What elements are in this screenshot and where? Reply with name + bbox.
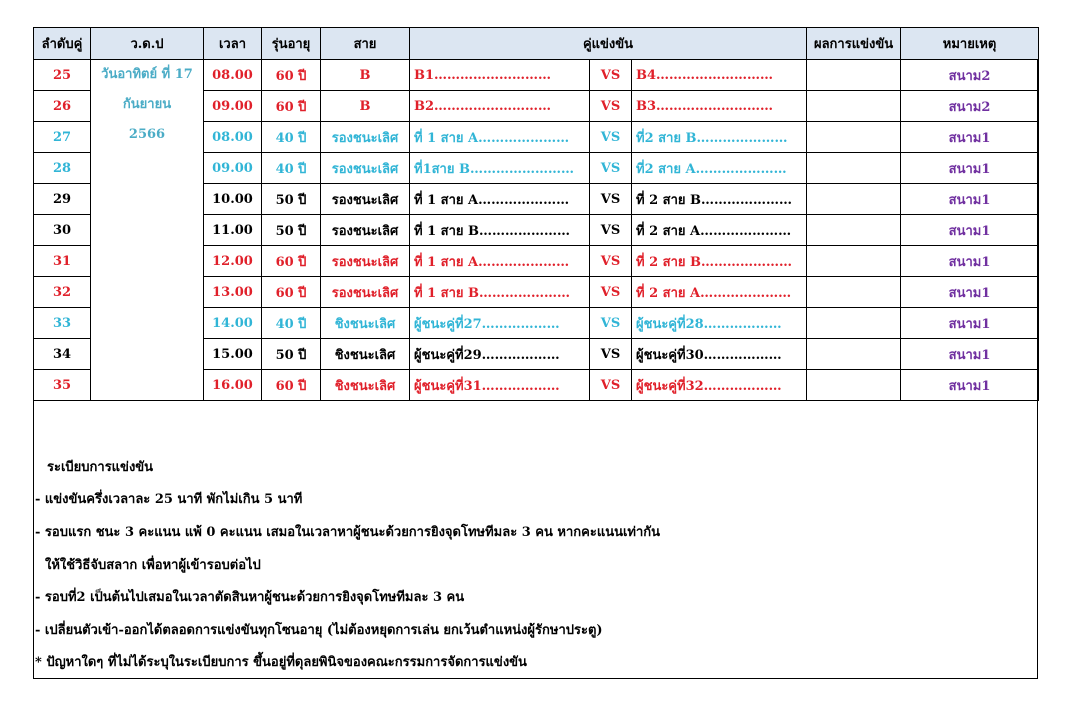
result-cell	[807, 153, 901, 184]
age-cell: 50 ปี	[262, 215, 321, 246]
time-cell: 08.00	[204, 122, 262, 153]
vs-cell: VS	[590, 60, 632, 91]
result-cell	[807, 60, 901, 91]
match-no-cell: 30	[34, 215, 91, 246]
header-note: หมายเหตุ	[901, 28, 1039, 60]
result-cell	[807, 308, 901, 339]
date-line: วันอาทิตย์ ที่ 17	[101, 67, 193, 82]
match-no-cell: 28	[34, 153, 91, 184]
team1-cell: ผู้ชนะคู่ที่31………………	[410, 370, 590, 401]
schedule-body	[34, 60, 1039, 401]
age-cell: 40 ปี	[262, 153, 321, 184]
match-no-cell: 33	[34, 308, 91, 339]
line-cell: รองชนะเลิศ	[321, 184, 410, 215]
age-cell: 60 ปี	[262, 370, 321, 401]
time-cell: 09.00	[204, 153, 262, 184]
age-cell: 40 ปี	[262, 122, 321, 153]
field-note-cell: สนาม1	[901, 370, 1039, 401]
time-cell: 13.00	[204, 277, 262, 308]
field-note-cell: สนาม1	[901, 246, 1039, 277]
team2-cell: ที่2 สาย A…………………	[632, 153, 807, 184]
vs-cell: VS	[590, 153, 632, 184]
team2-cell: ที่ 2 สาย A…………………	[632, 215, 807, 246]
vs-cell: VS	[590, 215, 632, 246]
vs-cell: VS	[590, 308, 632, 339]
field-note-cell: สนาม1	[901, 339, 1039, 370]
field-note-cell: สนาม1	[901, 153, 1039, 184]
header-result: ผลการแข่งขัน	[807, 28, 901, 60]
time-cell: 12.00	[204, 246, 262, 277]
team2-cell: ผู้ชนะคู่ที่30………………	[632, 339, 807, 370]
rule-line-5: - เปลี่ยนตัวเข้า-ออกได้ตลอดการแข่งขันทุกโซนอายุ (ไม่ต้องหยุดการเล่น ยกเว้นตำแหน่งผู้รักษาประตู)	[35, 623, 603, 638]
team1-cell: ที่ 1 สาย A…………………	[410, 184, 590, 215]
vs-cell: VS	[590, 246, 632, 277]
match-no-cell: 31	[34, 246, 91, 277]
team1-cell: ที่ 1 สาย B…………………	[410, 215, 590, 246]
result-cell	[807, 339, 901, 370]
match-no-cell: 32	[34, 277, 91, 308]
date-line: 2566	[128, 127, 166, 142]
line-cell: รองชนะเลิศ	[321, 215, 410, 246]
time-cell: 11.00	[204, 215, 262, 246]
line-cell: รองชนะเลิศ	[321, 277, 410, 308]
time-cell: 16.00	[204, 370, 262, 401]
rule-line-1: - แข่งขันครึ่งเวลาละ 25 นาที พักไม่เกิน 5 นาที	[35, 492, 303, 507]
team1-cell: ผู้ชนะคู่ที่27………………	[410, 308, 590, 339]
team2-cell: ที่2 สาย B…………………	[632, 122, 807, 153]
header-no: ลำดับคู่	[34, 28, 91, 60]
line-cell: รองชนะเลิศ	[321, 153, 410, 184]
result-cell	[807, 370, 901, 401]
line-cell: B	[321, 60, 410, 91]
time-cell: 14.00	[204, 308, 262, 339]
match-no-cell: 26	[34, 91, 91, 122]
rules-title: ระเบียบการแข่งขัน	[47, 460, 154, 475]
result-cell	[807, 246, 901, 277]
age-cell: 60 ปี	[262, 246, 321, 277]
schedule-table	[33, 27, 1039, 401]
field-note-cell: สนาม2	[901, 60, 1039, 91]
team1-cell: ที่1สาย B……………………	[410, 153, 590, 184]
result-cell	[807, 215, 901, 246]
match-no-cell: 35	[34, 370, 91, 401]
vs-cell: VS	[590, 277, 632, 308]
vs-cell: VS	[590, 370, 632, 401]
result-cell	[807, 122, 901, 153]
header-line: สาย	[321, 28, 410, 60]
rule-line-3: ให้ใช้วิธีจับสลาก เพื่อหาผู้เข้ารอบต่อไป	[45, 558, 261, 573]
team2-cell: B4………………………	[632, 60, 807, 91]
rule-line-2: - รอบแรก ชนะ 3 คะแนน แพ้ 0 คะแนน เสมอในเวลาหาผู้ชนะด้วยการยิงจุดโทษทีมละ 3 คน หากคะแนนเท่ากัน	[35, 525, 661, 540]
header-age: รุ่นอายุ	[262, 28, 321, 60]
vs-cell: VS	[590, 122, 632, 153]
age-cell: 50 ปี	[262, 339, 321, 370]
line-cell: ชิงชนะเลิศ	[321, 308, 410, 339]
line-cell: รองชนะเลิศ	[321, 122, 410, 153]
header-row	[34, 28, 1039, 60]
time-cell: 09.00	[204, 91, 262, 122]
team1-cell: B1………………………	[410, 60, 590, 91]
line-cell: B	[321, 91, 410, 122]
age-cell: 50 ปี	[262, 184, 321, 215]
rule-line-4: - รอบที่2 เป็นต้นไปเสมอในเวลาตัดสินหาผู้ชนะด้วยการยิงจุดโทษทีมละ 3 คน	[35, 590, 465, 605]
team2-cell: ผู้ชนะคู่ที่32………………	[632, 370, 807, 401]
header-date: ว.ด.ป	[91, 28, 204, 60]
vs-cell: VS	[590, 339, 632, 370]
field-note-cell: สนาม1	[901, 215, 1039, 246]
match-date-cell	[91, 60, 204, 401]
field-note-cell: สนาม1	[901, 277, 1039, 308]
vs-cell: VS	[590, 184, 632, 215]
time-cell: 08.00	[204, 60, 262, 91]
age-cell: 60 ปี	[262, 91, 321, 122]
team2-cell: ผู้ชนะคู่ที่28………………	[632, 308, 807, 339]
team1-cell: ผู้ชนะคู่ที่29………………	[410, 339, 590, 370]
team2-cell: ที่ 2 สาย A…………………	[632, 277, 807, 308]
age-cell: 60 ปี	[262, 60, 321, 91]
team2-cell: ที่ 2 สาย B…………………	[632, 246, 807, 277]
team1-cell: ที่ 1 สาย A…………………	[410, 122, 590, 153]
field-note-cell: สนาม1	[901, 184, 1039, 215]
field-note-cell: สนาม1	[901, 308, 1039, 339]
team1-cell: B2………………………	[410, 91, 590, 122]
match-no-cell: 25	[34, 60, 91, 91]
header-pair: คู่แข่งขัน	[410, 28, 807, 60]
line-cell: ชิงชนะเลิศ	[321, 370, 410, 401]
result-cell	[807, 277, 901, 308]
rule-line-6: * ปัญหาใดๆ ที่ไม่ได้ระบุในระเบียบการ ขึ้นอยู่ที่ดุลยพินิจของคณะกรรมการจัดการแข่งขัน	[35, 655, 527, 670]
age-cell: 60 ปี	[262, 277, 321, 308]
field-note-cell: สนาม2	[901, 91, 1039, 122]
header-time: เวลา	[204, 28, 262, 60]
line-cell: รองชนะเลิศ	[321, 246, 410, 277]
date-line: กันยายน	[122, 97, 172, 112]
table-row	[34, 60, 1039, 91]
match-no-cell: 29	[34, 184, 91, 215]
result-cell	[807, 184, 901, 215]
time-cell: 15.00	[204, 339, 262, 370]
result-cell	[807, 91, 901, 122]
vs-cell: VS	[590, 91, 632, 122]
time-cell: 10.00	[204, 184, 262, 215]
team2-cell: B3………………………	[632, 91, 807, 122]
age-cell: 40 ปี	[262, 308, 321, 339]
match-no-cell: 34	[34, 339, 91, 370]
team1-cell: ที่ 1 สาย A…………………	[410, 246, 590, 277]
line-cell: ชิงชนะเลิศ	[321, 339, 410, 370]
field-note-cell: สนาม1	[901, 122, 1039, 153]
match-no-cell: 27	[34, 122, 91, 153]
team1-cell: ที่ 1 สาย B…………………	[410, 277, 590, 308]
team2-cell: ที่ 2 สาย B…………………	[632, 184, 807, 215]
